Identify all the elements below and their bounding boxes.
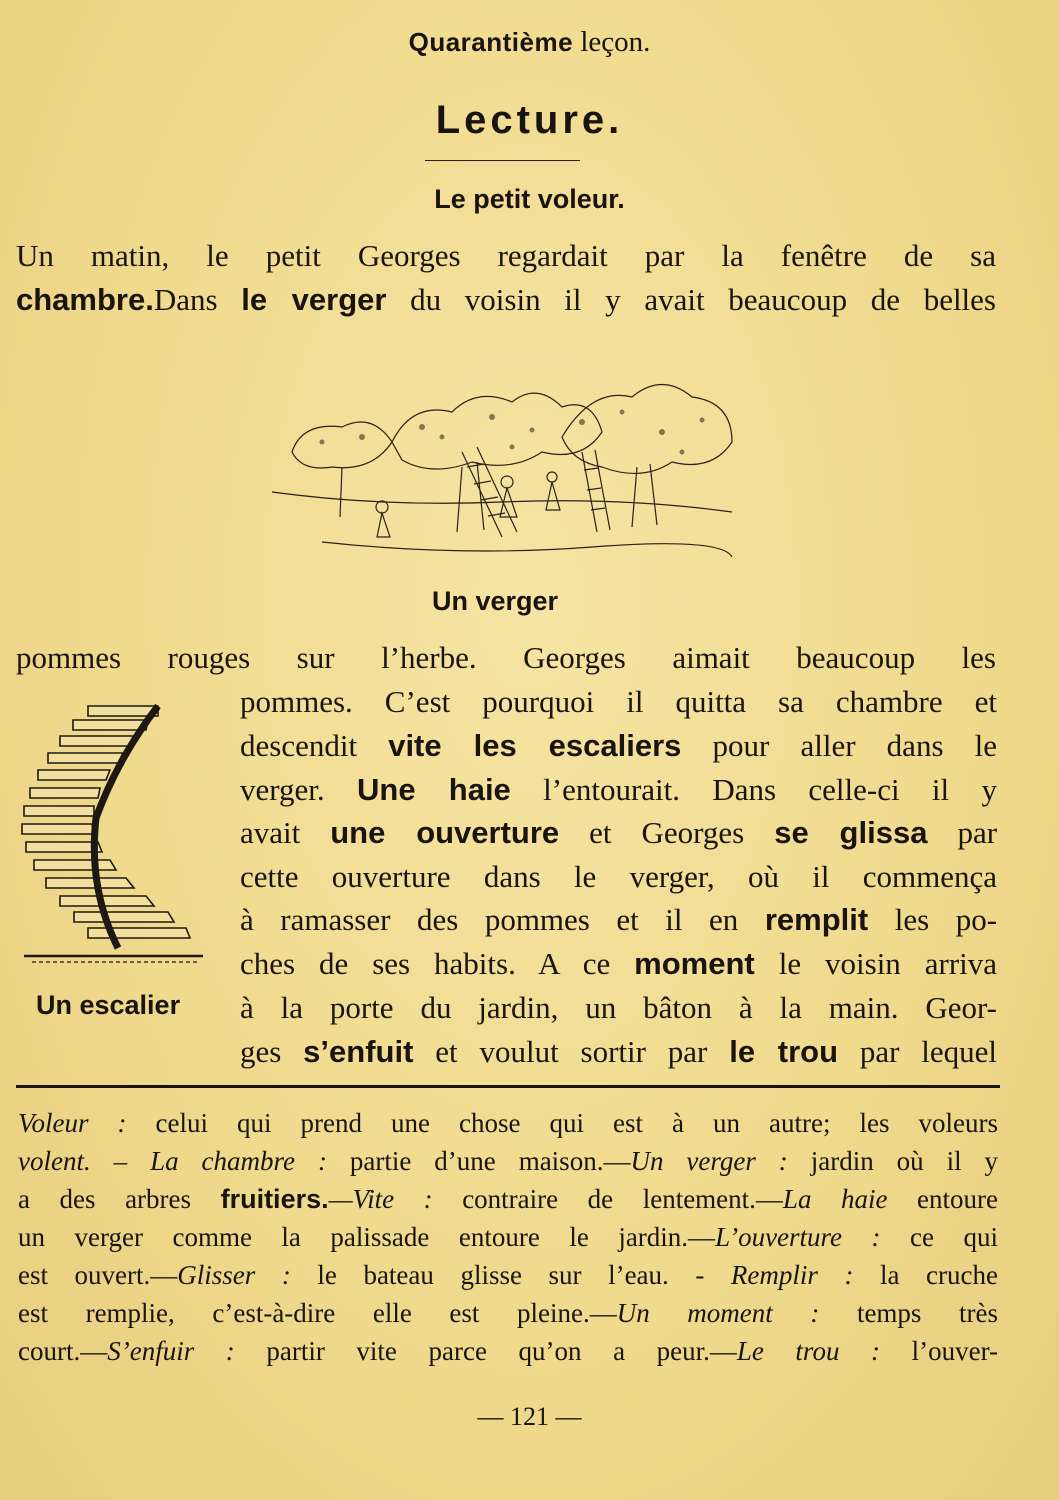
glossary-line: est remplie, c’est-à-dire elle est pleine.—Un moment : temps très (18, 1298, 998, 1328)
story-title: Le petit voleur. (434, 184, 625, 214)
page-title: Lecture. (435, 98, 624, 142)
glossary-line: Voleur : celui qui prend une chose qui est à un autre; les voleurs (18, 1108, 998, 1138)
text-line: pommes rouges sur l’herbe. Georges aimait beaucoup les (16, 640, 996, 675)
staircase-caption: Un escalier (36, 990, 181, 1020)
text-line: chambre.Dans le verger du voisin il y avait beaucoup de belles (16, 282, 996, 317)
text-line: verger. Une haie l’entourait. Dans celle-ci il y (240, 772, 997, 807)
page-number: — 121 — (477, 1402, 582, 1431)
glossary-divider (16, 1085, 1000, 1088)
glossary-line: volent. – La chambre : partie d’une maison.—Un verger : jardin où il y (18, 1146, 999, 1176)
orchard-illustration (262, 342, 746, 582)
text-line: Un matin, le petit Georges regardait par la fenêtre de sa (16, 238, 996, 273)
glossary-line: est ouvert.—Glisser : le bateau glisse sur l’eau. - Remplir : la cruche (18, 1260, 999, 1290)
glossary-line: a des arbres fruitiers.—Vite : contraire de lentement.—La haie entoure (18, 1184, 998, 1214)
lesson-header (0, 26, 1059, 59)
text-line: descendit vite les escaliers pour aller dans le (240, 728, 997, 763)
text-line: avait une ouverture et Georges se glissa par (240, 815, 998, 850)
text-line: cette ouverture dans le verger, où il commença (240, 859, 997, 894)
text-line: ches de ses habits. A ce moment le voisin arriva (240, 946, 998, 981)
spiral-staircase-illustration (18, 698, 208, 973)
glossary-line: court.—S’enfuir : partir vite parce qu’on a peur.—Le trou : l’ouver- (18, 1336, 999, 1366)
text-line: ges s’enfuit et voulut sortir par le trou par lequel (240, 1034, 998, 1069)
lesson-word: leçon. (580, 26, 651, 58)
glossary-line: un verger comme la palissade entoure le jardin.—L’ouverture : ce qui (18, 1222, 998, 1252)
text-line: à la porte du jardin, un bâton à la main. Geor- (240, 990, 997, 1025)
orchard-caption: Un verger (432, 586, 559, 616)
text-line: à ramasser des pommes et il en remplit les po- (240, 902, 998, 937)
text-line: pommes. C’est pourquoi il quitta sa chambre et (240, 684, 997, 719)
lesson-number: Quarantième (408, 27, 574, 57)
title-divider (425, 160, 580, 161)
